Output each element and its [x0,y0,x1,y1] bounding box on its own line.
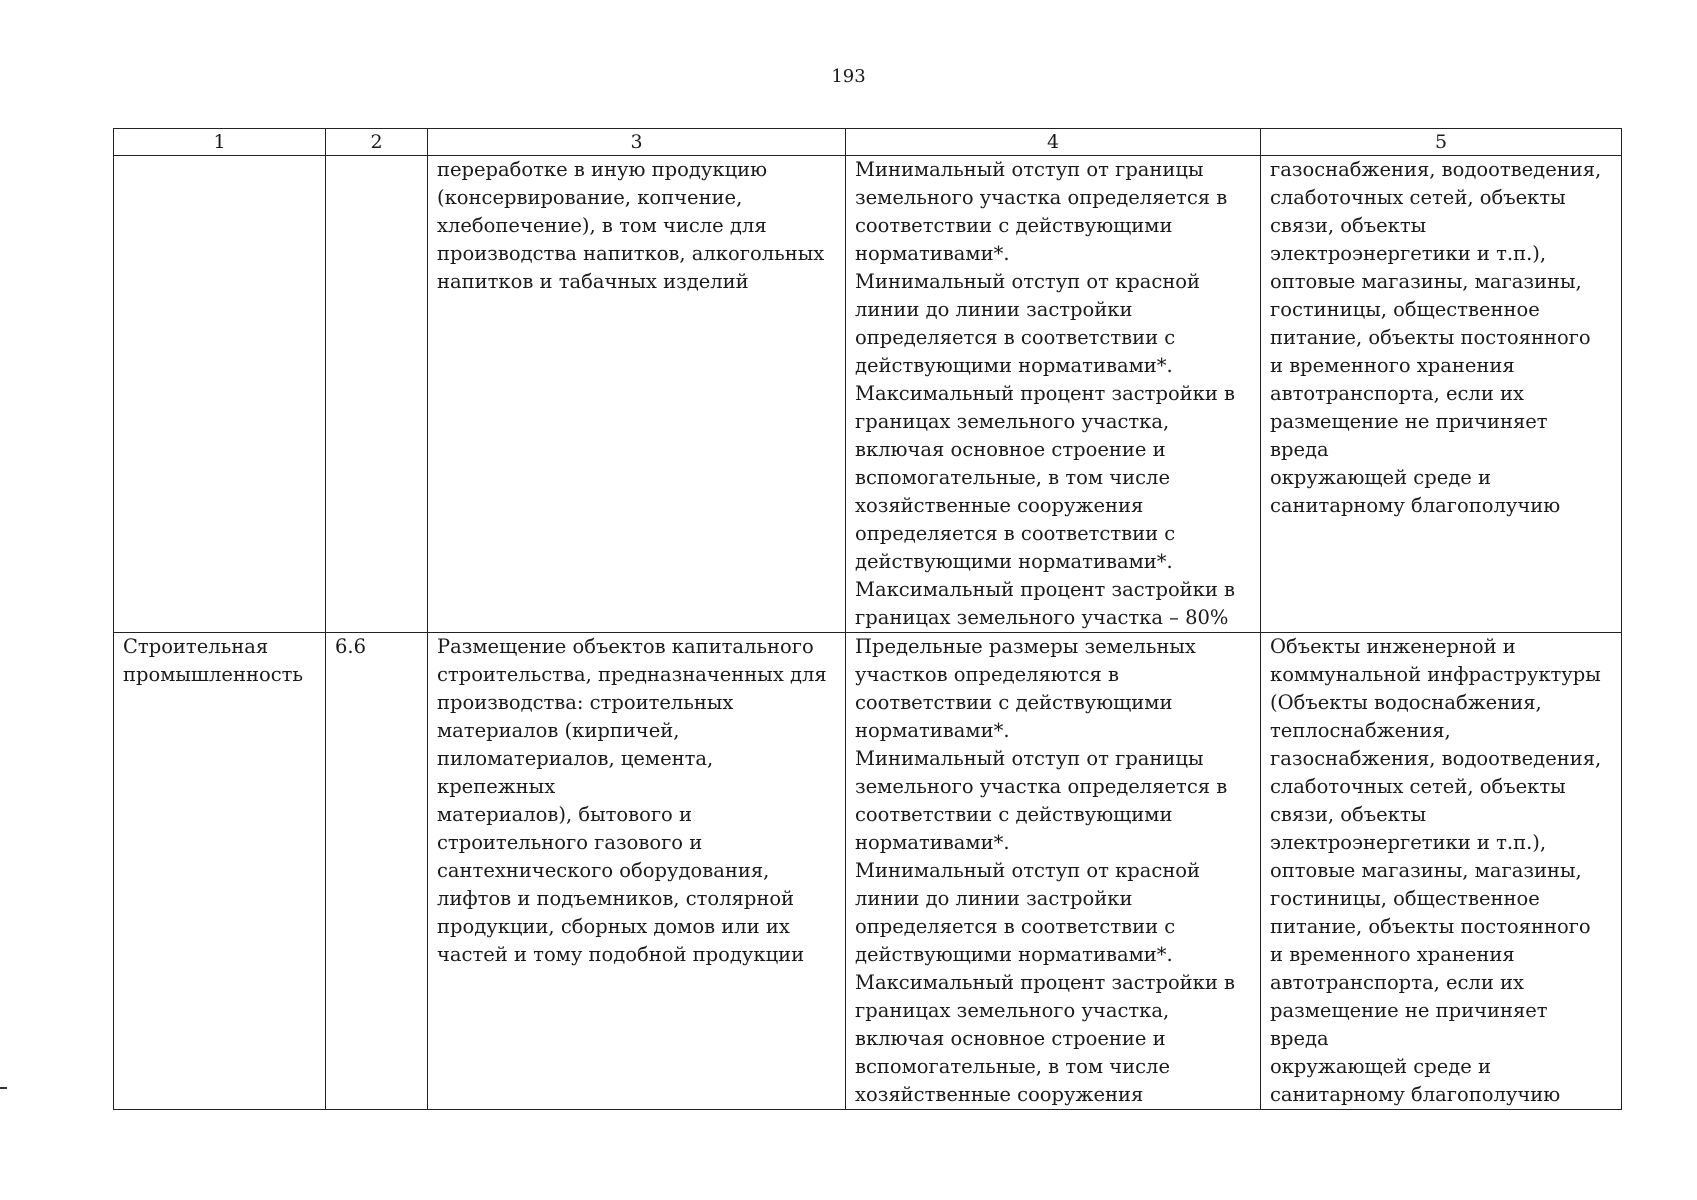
cell-use-code [326,633,428,1110]
header-col-5: 5 [1261,129,1622,156]
cell-use-name [114,156,326,633]
parameters-text: Предельные размеры земельных участков определяются в соответствии с действующими нормативами*. Минимальный отступ от границы земельного участка определяется в соответствии с действующими нормативами*. Минимальный отступ от красной линии до линии застройки определяется в соответствии с действующими нормативами*. Максимальный процент застройки в границах земельного участка, включая основное строение и вспомогательные, в том числе хозяйственные сооружения [855,635,1236,1106]
header-row [114,129,1622,156]
table-row [114,633,1622,1110]
cell-auxiliary-uses [1261,633,1622,1110]
use-name-text: Строительная промышленность [123,635,304,686]
cell-use-name [114,633,326,1110]
table-row [114,156,1622,633]
cell-use-code [326,156,428,633]
table-body [114,156,1622,1110]
cell-use-description [428,633,846,1110]
cell-parameters [846,633,1261,1110]
auxiliary-uses-text: Объекты инженерной и коммунальной инфраструктуры (Объекты водоснабжения, теплоснабжения, газоснабжения, водоотведения, слаботочных сетей, объекты связи, объекты электроэнергетики и т.п.), оптовые магазины, магазины, гостиницы, общественное питание, объекты постоянного и временного хранения автотранспорта, если их размещение не причиняет вреда окружающей среде и санитарному благополучию [1270,635,1602,1106]
header-col-4: 4 [846,129,1261,156]
header-col-1: 1 [114,129,326,156]
header-col-2: 2 [326,129,428,156]
use-description-text: переработке в иную продукцию (консервирование, копчение, хлебопечение), в том числе для производства напитков, алкогольных напитков и табачных изделий [437,158,825,293]
header-col-3: 3 [428,129,846,156]
use-code-text: 6.6 [335,635,367,658]
use-description-text: Размещение объектов капитального строительства, предназначенных для производства: строительных материалов (кирпичей, пиломатериалов, цемента, крепежных материалов), бытового и строительного газового и сантехнического оборудования, лифтов и подъемников, столярной продукции, сборных домов или их частей и тому подобной продукции [437,635,827,966]
cell-use-description [428,156,846,633]
parameters-text: Минимальный отступ от границы земельного участка определяется в соответствии с действующими нормативами*. Минимальный отступ от красной линии до линии застройки определяется в соответствии с действующими нормативами*. Максимальный процент застройки в границах земельного участка, включая основное строение и вспомогательные, в том числе хозяйственные сооружения определяется в соответствии с действующими нормативами*. Максимальный процент застройки в границах земельного участка – 80% [855,158,1236,629]
page-number: 193 [831,66,866,87]
auxiliary-uses-text: газоснабжения, водоотведения, слаботочных сетей, объекты связи, объекты электроэнергетики и т.п.), оптовые магазины, магазины, гостиницы, общественное питание, объекты постоянного и временного хранения автотранспорта, если их размещение не причиняет вреда окружающей среде и санитарному благополучию [1270,158,1602,517]
scan-edge-mark [0,1087,7,1089]
table-header [114,129,1622,156]
land-use-table [113,128,1622,1110]
cell-auxiliary-uses [1261,156,1622,633]
cell-parameters [846,156,1261,633]
